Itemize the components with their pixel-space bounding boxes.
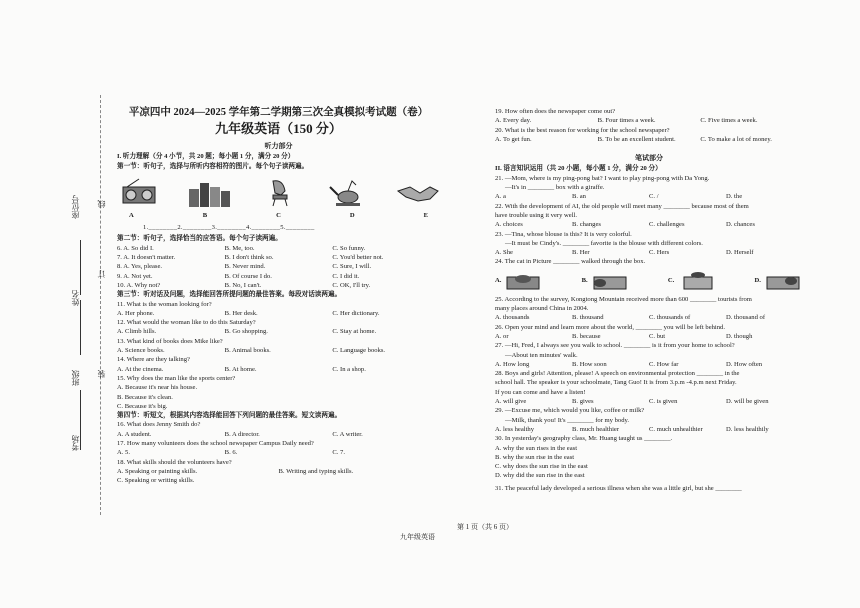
q17-stem: 17. How many volunteers does the school newspaper Campus Daily need? [117,440,314,448]
q25-d: D. thousand of [726,314,766,322]
q26-stem: 26. Open your mind and learn more about the world, ________ you will be left behind. [495,323,726,331]
q19-stem: 19. How often does the newspaper come out? [495,108,616,115]
q14-b: B. At home. [224,365,257,373]
q21-b: B. an [572,193,586,201]
q8-b: B. Never mind. [224,263,266,271]
q25-a: A. thousands [495,314,530,322]
q28-c: C. is given [649,398,678,406]
question-10 [117,281,440,290]
q23-stem: 23. —Tina, whose blouse is this? It is very colorful. [495,230,632,238]
q21-d: D. the [726,193,743,201]
q14-stem: 14. Where are they talking? [117,356,190,364]
q26-c: C. but [649,332,666,340]
q19-b: B. Four times a week. [597,117,656,125]
name-label: 姓名 [71,290,80,306]
q17-c: C. 7. [332,449,345,457]
q26-options [495,332,803,341]
q15-stem: 15. Why does the man like the sports center? [117,374,236,382]
seat-line [80,240,81,295]
q7-b: B. I don't think so. [224,254,274,262]
listening-section-title: 听力部分 [264,142,293,150]
q22-c: C. challenges [649,221,685,229]
q28-d: D. will be given [726,398,769,406]
q15-c: C. Because it's big. [117,402,168,410]
q20-options [495,135,803,144]
exam-room-label: 考场 [71,435,80,451]
written-section-title: 笔试部分 [635,154,663,163]
chair-icon [257,177,301,207]
part2-instruction: 第二节：听句子，选择恰当的应答语。每个句子读两遍。 [117,235,282,243]
seal-mark: 装 [97,370,106,378]
q12-c: C. Stay at home. [332,328,377,336]
footer-page: 第 1 页（共 6 页） [457,523,513,531]
q29-b: B. much healthier [572,425,620,433]
q17-b: B. 6. [224,449,238,457]
q8-c: C. Sure, I will. [332,263,372,271]
q20-b: B. To be an excellent student. [597,135,676,143]
q11-b: B. Her desk. [224,309,258,317]
q27-stem: 27. —Hi, Fred, I always see you walk to school. ________ is it from your home to school? [495,342,735,350]
q24-pic-c: C. [668,270,716,292]
q29-options [495,425,803,434]
q27-b: B. How soon [572,360,607,368]
q14-a: A. At the cinema. [117,365,164,373]
part1-instruction: 第一节：听句子，选择与所听内容相符的图片。每个句子读两遍。 [117,162,309,170]
q20-a: A. To get fun. [495,135,532,143]
part3-instruction: 第三节：听对话及问题，选择能回答所提问题的最佳答案。每段对话读两遍。 [117,291,342,299]
q11-stem: 11. What is the woman looking for? [117,300,212,308]
q23-a: A. She [495,249,513,257]
q28-stem-3: If you can come and have a listen! [495,388,586,396]
q20-stem: 20. What is the best reason for working for the school newspaper? [495,126,670,134]
footer-subject: 九年级英语 [400,533,435,541]
q18-options-1 [117,467,440,476]
q9-b: B. Of course I do. [224,272,272,280]
q18-b: B. Writing and typing skills. [278,467,354,475]
part1-heading: I. 听力理解（分 4 小节，共 20 题；每小题 1 分，满分 20 分） [117,153,295,161]
pic-label-b: B [202,211,208,219]
q15-a: A. Because it's near his house. [117,384,198,392]
q16-stem: 16. What does Jenny Smith do? [117,421,201,429]
q28-stem: 28. Boys and girls! Attention, please! A speech on environmental protection ________ in the [495,370,740,378]
q23-c: C. Hers [649,249,670,257]
q30-stem: 30. In yesterday's geography class, Mr. Huang taught us ________. [495,435,673,443]
class-label: 班级 [71,370,80,386]
right-column [495,107,803,493]
part2-heading: II. 语言知识运用（共 20 小题，每小题 1 分，满分 20 分） [495,165,662,173]
q7-a: 7. A. It doesn't matter. [117,254,176,262]
handshake-icon [396,177,440,207]
q17-a: A. 5. [117,449,131,457]
q23-options [495,248,803,257]
left-column [117,101,440,486]
q30-a: A. why the sun rises in the east [495,444,578,452]
q21-stem: 21. —Mom, where is my ping-pong bat? I want to play ping-pong with Da Yong. [495,174,710,182]
q11-options [117,309,440,318]
question-6 [117,244,440,253]
q24-pic-a: A. [495,270,543,292]
q24-pic-d: D. [755,270,803,292]
q27-options [495,360,803,369]
q27-stem-2: —About ten minutes' walk. [505,351,578,359]
exam-subtitle: 九年级英语（150 分） [215,121,342,136]
q27-c: C. How far [649,360,679,368]
q29-a: A. less healthy [495,425,535,433]
q22-stem-2: have trouble using it very well. [495,211,578,219]
q25-options [495,313,803,322]
q19-c: C. Five times a week. [700,117,758,125]
pic-label-e: E [423,211,428,219]
q28-stem-2: school hall. The speaker is your schoolmate, Tang Guo! It is from 3.p.m -4.p.m next Friday. [495,379,737,387]
exam-title: 平凉四中 2024—2025 学年第二学期第三次全真模拟考试题（卷） [128,107,429,118]
q13-a: A. Science books. [117,347,165,355]
answer-blanks[interactable]: 1.________2.________3.________4.________5.________ [143,224,315,232]
q16-c: C. A writer. [332,430,363,438]
seal-mark-2: 订 [97,270,106,278]
q7-c: C. You'd better not. [332,254,384,262]
q11-a: A. Her phone. [117,309,155,317]
q16-options [117,430,440,439]
pic-label-a: A [129,211,134,219]
q22-options [495,220,803,229]
q29-stem: 29. —Excuse me, which would you like, coffee or milk? [495,407,645,415]
q25-c: C. thousands of [649,314,691,322]
q30-c: C. why does the sun rise in the east [495,463,588,471]
seal-mark-3: 线 [97,200,106,208]
q20-c: C. To make a lot of money. [700,135,772,143]
q18-a: A. Speaking or painting skills. [117,467,198,475]
q23-b: B. Her [572,249,590,257]
q22-b: B. changes [572,221,601,229]
q28-a: A. will give [495,398,527,406]
q12-b: B. Go shopping. [224,328,268,336]
city-icon [187,177,231,207]
q12-stem: 12. What would the woman like to do this Saturday? [117,319,256,327]
q12-options [117,327,440,336]
q22-stem: 22. With the development of AI, the old people will meet many ________ because most of them [495,202,749,210]
q29-stem-2: —Milk, thank you! It's ________ for my body. [505,416,630,424]
q24-pic-b: B. [582,270,630,292]
q29-d: D. less healthily [726,425,769,433]
q8-a: 8. A. Yes, please. [117,263,163,271]
q21-stem-2: —It's in ________ box with a giraffe. [505,184,605,192]
q9-a: 9. A. Not yet. [117,272,153,280]
q13-stem: 13. What kind of books does Mike like? [117,337,223,345]
q12-a: A. Climb hills. [117,328,157,336]
q6-a: 6. A. So did I. [117,244,154,252]
pic-label-d: D [349,211,355,219]
q25-b: B. thousand [572,314,604,322]
pic-label-c: C [276,211,281,219]
q24-pictures [495,270,803,292]
teapot-icon [326,177,370,207]
q27-d: D. How often [726,360,763,368]
q11-c: C. Her dictionary. [332,309,380,317]
q9-c: C. I did it. [332,272,360,280]
question-7 [117,253,440,262]
q27-a: A. How long [495,360,530,368]
q30-d: D. why did the sun rise in the east [495,472,585,480]
q21-options [495,192,803,201]
q31-stem: 31. The peaceful lady developed a serious illness when she was a little girl, but she ________ [495,484,742,492]
q16-a: A. A student. [117,430,152,438]
q15-b: B. Because it's clean. [117,393,173,401]
listening-pictures [117,177,440,209]
q25-stem: 25. According to the survey, Kongtong Mountain received more than 600 ________ tourists from [495,295,752,303]
q6-b: B. Me, too. [224,244,255,252]
q26-b: B. because [572,332,601,340]
q22-a: A. choices [495,221,523,229]
q14-options [117,365,440,374]
q18-stem: 18. What skills should the volunteers have? [117,458,232,466]
picture-labels [117,211,440,220]
question-9 [117,272,440,281]
seat-label: 座位号 [71,195,80,219]
q28-options [495,397,803,406]
q25-stem-2: many places around China in 2004. [495,305,589,313]
q21-c: C. / [649,193,659,201]
q24-stem: 24. The cat in Picture ________ walked through the box. [495,258,646,266]
q16-b: B. A director. [224,430,260,438]
q26-a: A. or [495,332,509,340]
q10-a: 10. A. Why not? [117,281,161,289]
room-line [80,390,81,450]
q29-c: C. much unhealthier [649,425,703,433]
q19-options [495,116,803,125]
q18-c: C. Speaking or writing skills. [117,477,195,485]
q28-b: B. gives [572,398,594,406]
q13-b: B. Animal books. [224,347,271,355]
q10-b: B. No, I can't. [224,281,262,289]
q22-d: D. chances [726,221,755,229]
q23-d: D. Herself [726,249,754,257]
q23-stem-2: —It must be Cindy's. ________ favorite is the blouse with different colors. [505,239,703,247]
q26-d: D. though [726,332,753,340]
q17-options [117,448,440,457]
question-8 [117,262,440,271]
q14-c: C. In a shop. [332,365,366,373]
q13-options [117,346,440,355]
q21-a: A. a [495,193,506,201]
q19-a: A. Every day. [495,117,532,125]
q13-c: C. Language books. [332,347,386,355]
q6-c: C. So funny. [332,244,366,252]
radio-icon [117,177,161,207]
class-line [80,300,81,355]
q30-b: B. why the sun rise in the east [495,453,575,461]
part4-instruction: 第四节：听短文，根据其内容选择能回答下列问题的最佳答案。短文读两遍。 [117,412,342,420]
q10-c: C. OK, I'll try. [332,281,371,289]
